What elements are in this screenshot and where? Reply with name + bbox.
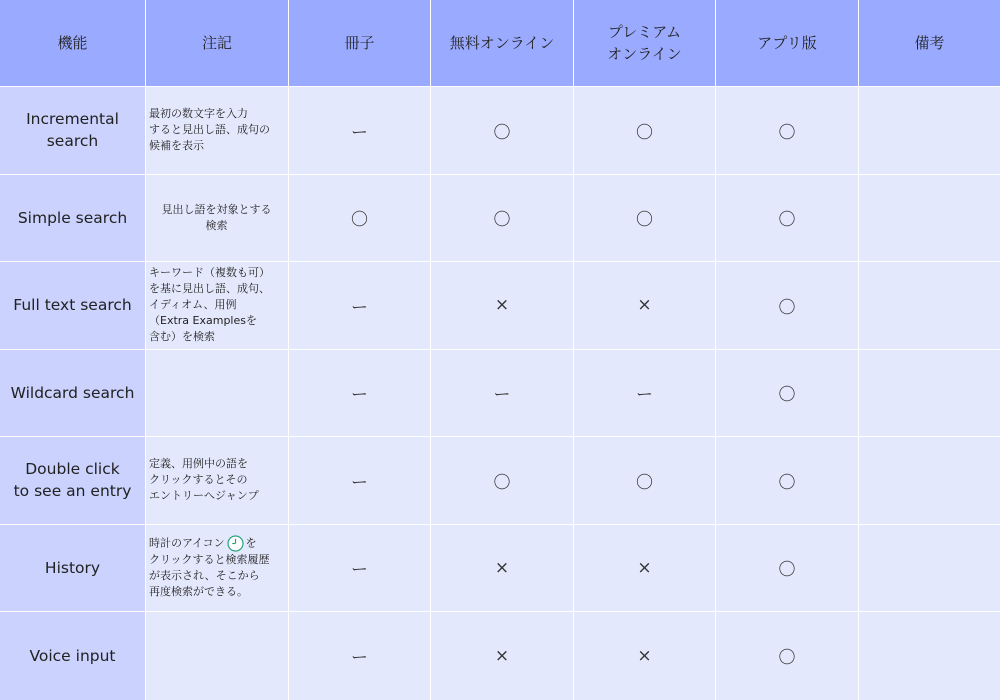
remarks-cell bbox=[859, 612, 1000, 700]
table-row bbox=[0, 525, 1000, 613]
feature-label: Simple search bbox=[0, 175, 146, 262]
free-online-mark: ー bbox=[493, 385, 511, 406]
feature-label: Voice input bbox=[0, 612, 146, 700]
table-row bbox=[0, 350, 1000, 438]
remarks-cell bbox=[859, 525, 1000, 612]
booklet-mark: ー bbox=[351, 297, 368, 318]
remarks-cell bbox=[859, 87, 1000, 174]
premium-online-mark: ー bbox=[636, 385, 653, 406]
app-mark: 〇 bbox=[778, 297, 796, 318]
feature-label: History bbox=[0, 525, 146, 612]
premium-online-mark: 〇 bbox=[636, 122, 653, 143]
feature-label: Wildcard search bbox=[0, 350, 146, 437]
booklet-mark: ー bbox=[351, 385, 368, 406]
header-premium-online: プレミアム オンライン bbox=[574, 0, 716, 86]
table-row bbox=[0, 87, 1000, 175]
booklet-mark: ー bbox=[351, 648, 368, 669]
note-text bbox=[146, 612, 289, 700]
remarks-cell bbox=[859, 175, 1000, 262]
app-mark: 〇 bbox=[778, 472, 796, 493]
feature-label: Double click to see an entry bbox=[0, 437, 146, 524]
free-online-mark: 〇 bbox=[493, 122, 511, 143]
premium-online-mark: × bbox=[637, 557, 652, 578]
booklet-mark: ー bbox=[351, 472, 368, 493]
free-online-mark: 〇 bbox=[493, 472, 511, 493]
premium-online-mark: 〇 bbox=[636, 210, 653, 231]
feature-label: Full text search bbox=[0, 262, 146, 349]
booklet-mark: 〇 bbox=[351, 210, 368, 231]
note-text: 見出し語を対象とする 検索 bbox=[146, 175, 289, 262]
table-row bbox=[0, 437, 1000, 525]
header-app: アプリ版 bbox=[716, 0, 859, 86]
booklet-mark: ー bbox=[351, 122, 368, 143]
free-online-mark: × bbox=[494, 645, 510, 666]
premium-online-mark: × bbox=[637, 295, 652, 316]
free-online-mark: × bbox=[494, 557, 510, 578]
header-free-online: 無料オンライン bbox=[431, 0, 574, 86]
note-text: キーワード（複数も可） を基に見出し語、成句、 イディオム、用例 （Extra Examplesを 含む）を検索 bbox=[146, 262, 289, 349]
header-note: 注記 bbox=[146, 0, 289, 86]
note-text bbox=[146, 525, 289, 612]
booklet-mark: ー bbox=[351, 560, 368, 581]
note-text bbox=[146, 350, 289, 437]
premium-online-mark: 〇 bbox=[636, 472, 653, 493]
header-remarks: 備考 bbox=[859, 0, 1000, 86]
free-online-mark: 〇 bbox=[493, 210, 511, 231]
note-text: 定義、用例中の語を クリックするとその エントリーへジャンプ bbox=[146, 437, 289, 524]
app-mark: 〇 bbox=[778, 122, 796, 143]
feature-label: Incremental search bbox=[0, 87, 146, 174]
remarks-cell bbox=[859, 350, 1000, 437]
app-mark: 〇 bbox=[778, 210, 796, 231]
free-online-mark: × bbox=[494, 295, 510, 316]
remarks-cell bbox=[859, 437, 1000, 524]
table-row bbox=[0, 612, 1000, 700]
premium-online-mark: × bbox=[637, 645, 652, 666]
clock-icon bbox=[227, 535, 244, 552]
table-row bbox=[0, 262, 1000, 350]
header-feature: 機能 bbox=[0, 0, 146, 86]
note-text: 最初の数文字を入力 すると見出し語、成句の 候補を表示 bbox=[146, 87, 289, 174]
header-booklet: 冊子 bbox=[289, 0, 431, 86]
app-mark: 〇 bbox=[778, 560, 796, 581]
header-row bbox=[0, 0, 1000, 87]
app-mark: 〇 bbox=[778, 385, 796, 406]
note-text-after-icon: を クリックすると検索履歴 が表示され、そこから 再度検索ができる。 bbox=[149, 536, 270, 599]
app-mark: 〇 bbox=[778, 648, 796, 669]
remarks-cell bbox=[859, 262, 1000, 349]
table-row bbox=[0, 175, 1000, 263]
note-text-before-icon: 時計のアイコン bbox=[149, 536, 225, 550]
